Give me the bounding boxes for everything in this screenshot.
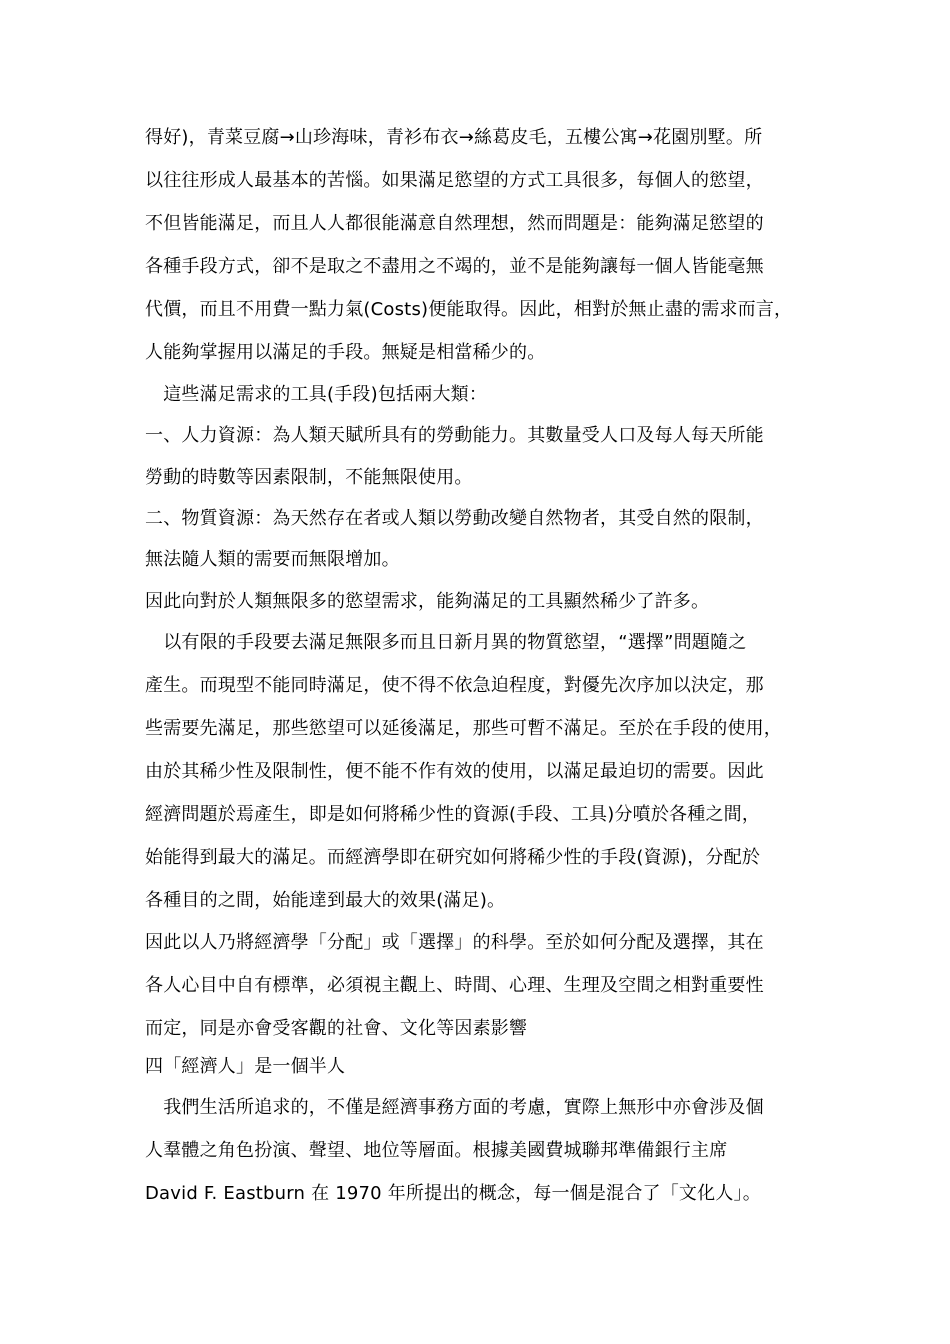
text-line: 無法隨人類的需要而無限增加。 [145, 549, 400, 570]
text-line: 因此以人乃將經濟學「分配」或「選擇」的科學。至於如何分配及選擇，其在 [145, 932, 764, 953]
text-line: David F. Eastburn 在 1970 年所提出的概念，每一個是混合了「文化人」。 [145, 1183, 761, 1204]
text-line: 些需要先滿足，那些慾望可以延後滿足，那些可暫不滿足。至於在手段的使用， [145, 718, 782, 739]
text-line: 各種手段方式，卻不是取之不盡用之不竭的，並不是能夠讓每一個人皆能毫無 [145, 256, 764, 277]
text-line: 以往往形成人最基本的苦惱。如果滿足慾望的方式工具很多，每個人的慾望， [145, 170, 764, 191]
text-line: 代價，而且不用費一點力氣(Costs)便能取得。因此，相對於無止盡的需求而言， [145, 299, 793, 320]
text-line: 這些滿足需求的工具(手段)包括兩大類： [145, 384, 488, 405]
text-line: 各種目的之間，始能達到最大的效果(滿足)。 [145, 890, 506, 911]
text-line: 人羣體之角色扮演、聲望、地位等層面。根據美國費城聯邦準備銀行主席 [145, 1140, 728, 1161]
text-line: 各人心目中自有標準，必須視主觀上、時間、心理、生理及空間之相對重要性 [145, 975, 764, 996]
text-line: 二、物質資源：為天然存在者或人類以勞動改變自然物者，其受自然的限制， [145, 508, 764, 529]
text-line: 勞動的時數等因素限制，不能無限使用。 [145, 467, 473, 488]
text-line: 因此向對於人類無限多的慾望需求，能夠滿足的工具顯然稀少了許多。 [145, 591, 710, 612]
text-line: 產生。而現型不能同時滿足，使不得不依急迫程度，對優先次序加以決定，那 [145, 675, 764, 696]
text-line: 由於其稀少性及限制性，便不能不作有效的使用，以滿足最迫切的需要。因此 [145, 761, 764, 782]
section-heading: 四「經濟人」是一個半人 [145, 1056, 346, 1077]
text-line: 我們生活所追求的，不僅是經濟事務方面的考慮，實際上無形中亦會涉及個 [145, 1097, 764, 1118]
text-line: 人能夠掌握用以滿足的手段。無疑是相當稀少的。 [145, 342, 546, 363]
text-line: 以有限的手段要去滿足無限多而且日新月異的物質慾望，“選擇”問題隨之 [145, 632, 747, 653]
text-line: 而定，同是亦會受客觀的社會、文化等因素影響 [145, 1018, 528, 1039]
text-line: 得好)，青菜豆腐→山珍海味，青衫布衣→絲葛皮毛，五樓公寓→花園別墅。所 [145, 127, 763, 148]
text-line: 一、人力資源：為人類天賦所具有的勞動能力。其數量受人口及每人每天所能 [145, 425, 764, 446]
text-line: 不但皆能滿足，而且人人都很能滿意自然理想，然而問題是：能夠滿足慾望的 [145, 213, 764, 234]
text-line: 始能得到最大的滿足。而經濟學即在研究如何將稀少性的手段(資源)，分配於 [145, 847, 761, 868]
text-line: 經濟問題於焉產生，即是如何將稀少性的資源(手段、工具)分噴於各種之間， [145, 804, 761, 825]
